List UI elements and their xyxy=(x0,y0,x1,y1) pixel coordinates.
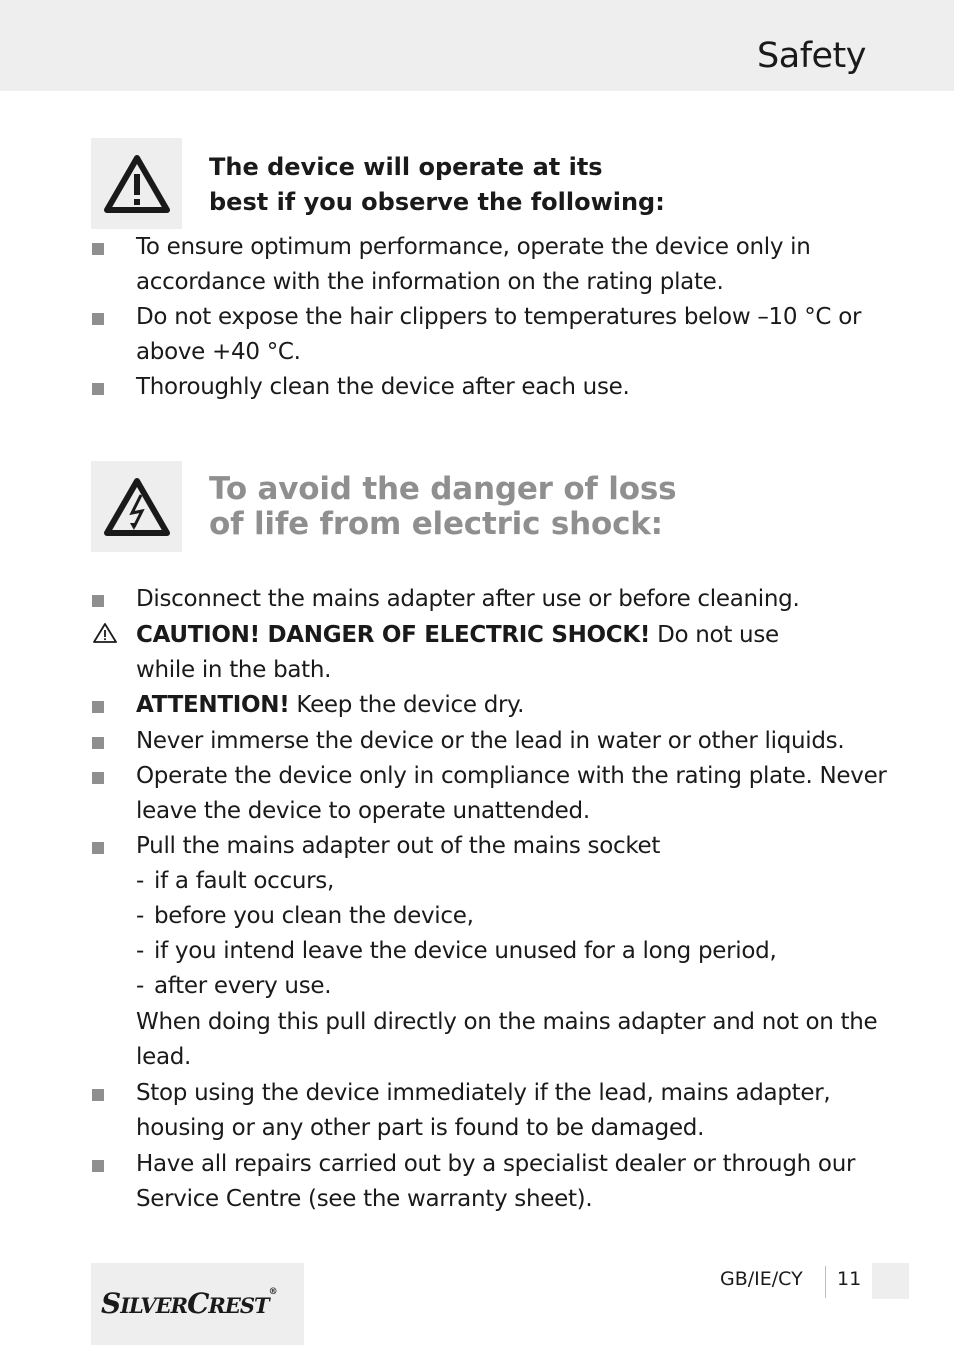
notice-heading-line: The device will operate at its xyxy=(209,153,603,181)
list-item-text: above +40 °C. xyxy=(136,339,301,365)
list-item-text: accordance with the information on the rating plate. xyxy=(136,269,724,295)
attention-label: ATTENTION! xyxy=(136,692,290,718)
page-title: Safety xyxy=(757,36,866,76)
bullet-square xyxy=(92,1160,104,1172)
list-item-text: To ensure optimum performance, operate the device only in xyxy=(136,234,811,260)
notice-heading-line: of life from electric shock: xyxy=(209,506,663,542)
notice-heading-line: best if you observe the following: xyxy=(209,188,665,216)
dash-marker: - xyxy=(136,973,145,999)
list-item-text: When doing this pull directly on the mains adapter and not on the xyxy=(136,1009,878,1035)
list-item-text: leave the device to operate unattended. xyxy=(136,798,590,824)
notice-heading-line: To avoid the danger of loss xyxy=(209,471,677,507)
warning-icon-box xyxy=(91,138,182,229)
caution-label: CAUTION! DANGER OF ELECTRIC SHOCK! xyxy=(136,622,651,648)
bullet-square xyxy=(92,772,104,784)
attention-text xyxy=(136,688,524,723)
list-item-text: housing or any other part is found to be damaged. xyxy=(136,1115,705,1141)
bullet-square xyxy=(92,243,104,255)
list-item-text: Operate the device only in compliance with the rating plate. Never xyxy=(136,763,887,789)
sub-list-item: if a fault occurs, xyxy=(154,868,334,894)
bullet-square xyxy=(92,383,104,395)
footer-language-codes: GB/IE/CY xyxy=(720,1268,803,1290)
list-item-text: Have all repairs carried out by a specialist dealer or through our xyxy=(136,1151,856,1177)
bullet-square xyxy=(92,737,104,749)
attention-rest: Keep the device dry. xyxy=(289,692,525,718)
footer-divider xyxy=(825,1266,826,1298)
shock-icon-box xyxy=(91,461,182,552)
list-item-text: while in the bath. xyxy=(136,657,332,683)
footer-corner-block xyxy=(872,1263,909,1299)
list-item-text: Stop using the device immediately if the lead, mains adapter, xyxy=(136,1080,831,1106)
dash-marker: - xyxy=(136,903,145,929)
electric-shock-warning-icon xyxy=(103,477,171,537)
caution-rest: Do not use xyxy=(650,622,779,648)
dash-marker: - xyxy=(136,938,145,964)
brand-logo-text: SILVERCREST® xyxy=(101,1287,277,1320)
page-number: 11 xyxy=(837,1268,862,1290)
list-item-text: lead. xyxy=(136,1044,192,1070)
dash-marker: - xyxy=(136,868,145,894)
brand-logo xyxy=(91,1263,304,1345)
notice-heading-electric-shock xyxy=(209,472,676,542)
bullet-square xyxy=(92,701,104,713)
list-item-text: Service Centre (see the warranty sheet). xyxy=(136,1186,593,1212)
list-item-text: Thoroughly clean the device after each use. xyxy=(136,374,630,400)
bullet-square xyxy=(92,1089,104,1101)
list-item-text: Pull the mains adapter out of the mains socket xyxy=(136,833,661,859)
list-item-text: Do not expose the hair clippers to temperatures below –10 °C or xyxy=(136,304,862,330)
caution-text xyxy=(136,618,779,653)
bullet-square xyxy=(92,595,104,607)
bullet-square xyxy=(92,313,104,325)
warning-triangle-icon xyxy=(103,154,171,214)
caution-warning-icon xyxy=(92,622,118,644)
sub-list-item: if you intend leave the device unused for a long period, xyxy=(154,938,777,964)
bullet-square xyxy=(92,842,104,854)
sub-list-item: after every use. xyxy=(154,973,332,999)
list-item-text: Disconnect the mains adapter after use or before cleaning. xyxy=(136,586,800,612)
list-item-text: Never immerse the device or the lead in water or other liquids. xyxy=(136,728,845,754)
notice-heading-operation xyxy=(209,150,665,220)
sub-list-item: before you clean the device, xyxy=(154,903,474,929)
